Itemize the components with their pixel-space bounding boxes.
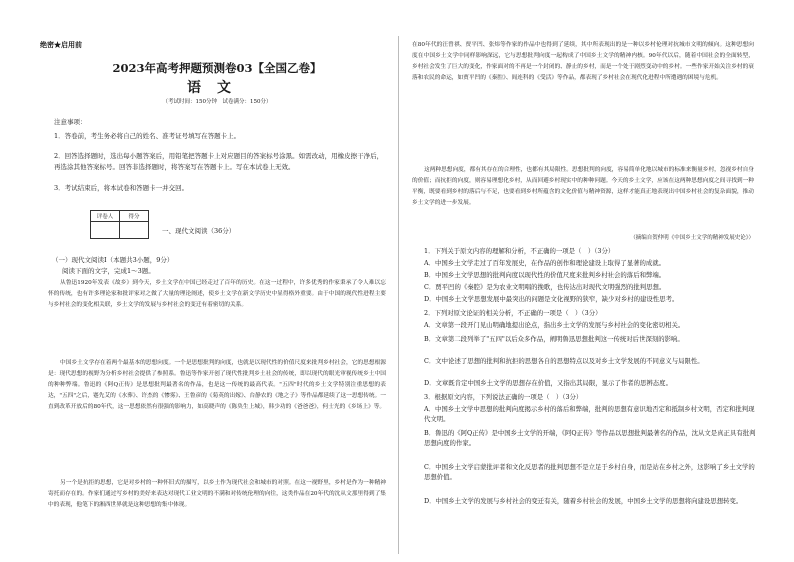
section-title: 一、现代文阅读（36分） <box>162 227 236 235</box>
exam-title: 2023年高考押题预测卷03【全国乙卷】 <box>112 61 322 75</box>
score-table-grader-label: 评卷人 <box>91 211 120 222</box>
column-divider <box>398 36 399 554</box>
exam-info: （考试时间：150分钟 试卷满分：150分） <box>162 99 272 105</box>
passage-paragraph-3: 另一个是抗拒的思想，它是对乡村的一种怀旧式的描写，以乡土作为现代社会和城市的对照。在这一视野里，乡村是作为一种精神寄托而存在的。作家们通过写乡村的美好来表达对现代工业文明的不满和对传统伦理的向往，这类作品在20年代的沈从文那里得到了集中的表现，他笔下的湘西世界就是这种思想的集中体现。 <box>48 480 386 508</box>
question-1-option-a: A．中国乡土文学走过了百年发展史，在作品的创作和理论建设上取得了显著的成就。 <box>424 259 666 267</box>
question-2-stem: 2．下列对原文论证的相关分析，不正确的一项是（ ）（3分） <box>424 309 602 317</box>
question-3-option-b: B．鲁迅的《阿Q正传》是中国乡土文学的开端，《阿Q正传》等作品以思想批判最著名的作品，沈从文是真正具有批判思想向度的作家。 <box>424 429 756 447</box>
question-2-option-d: D．文章既肯定中国乡土文学的思想存在价值，又指出其局限，显示了作者的思辨态度。 <box>424 379 672 387</box>
question-2-option-c: C．文中论述了思想的批判和抗拒的思想各自的思想特点以及对乡土文学发展的不同意义与局限性。 <box>424 357 704 365</box>
passage-paragraph-4: 在80年代的汪曾祺、贾平凹、张炜等作家的作品中也得到了延续，其中所表现出的是一种以乡村伦理对抗城市文明的倾向。这种思想向度在中国乡土文学中同样影响深远，它与思想批判向度一起构成了中国乡土文学的精神内核。90年代以后，随着中国社会的全面转型，乡村社会发生了巨大的变化，作家面对的不再是一个封闭的、静止的乡村，而是一个处于剧烈变动中的乡村。一些作家开始关注乡村的衰落和农民的命运，如贾平凹的《秦腔》、阎连科的《受活》等作品，都表现了乡村社会在现代化进程中所遭遇的困境与危机。 <box>412 42 754 81</box>
question-2-option-b: B．文章第二段列举了"五四"以后众多作品，阐明鲁迅思想批判这一传统对后世深刻的影响。 <box>424 335 684 343</box>
question-3-option-c: C．中国乡土文学启蒙批评者和文化反思者的批判思想不是立足于乡村自身，而是站在乡村之外，这影响了乡土文学的思想价值。 <box>424 463 755 481</box>
question-2-option-a: A．文章第一段开门见山明确地提出论点，指出乡土文学的发展与乡村社会的变化密切相关。 <box>424 321 685 329</box>
subsection-title: （一）现代文阅读Ⅰ（本题共3小题，9分） <box>52 256 174 264</box>
notice-item-1: 1．答卷前，考生务必将自己的姓名、准考证号填写在答题卡上。 <box>54 132 241 140</box>
question-1-option-d: D．中国乡土文学思想发展中最突出的问题是文化视野的狭窄，缺少对乡村的建设性思考。 <box>424 295 679 303</box>
question-1-stem: 1．下列关于原文内容的理解和分析，不正确的一项是（ ）（3分） <box>424 247 615 255</box>
passage-paragraph-5: 这两种思想向度，都有其存在的合理性，也都有其局限性。思想批判的向度，容易简单化地以城市的标准来衡量乡村，忽视乡村自身的价值；而抗拒的向度，则容易理想化乡村，从而回避乡村现实中的种种问题。今天的乡土文学，应该在这两种思想向度之间寻找到一种平衡，既要看到乡村的落后与不足，也要看到乡村所蕴含的文化价值与精神资源，这样才能真正地表现出中国乡村社会的复杂面貌，推动乡土文学的进一步发展。 <box>412 167 754 206</box>
passage-paragraph-1: 从鲁迅1920年发表《故乡》到今天，乡土文学在中国已经走过了百年的历史。在这一过程中，许多优秀的作家秉承了令人难以忘怀的传统，也有许多理论家和批评家对之做了大量的理论阐述，使乡土文学在新文学历史中显得格外重要。由于中国的现代性进程主要与乡村社会的变化相关联，乡土文学的发展与乡村社会的变迁有着密切的关系。 <box>48 280 386 308</box>
question-3-stem: 3．根据原文内容，下列说法正确的一项是（ ）（3分） <box>424 393 583 401</box>
question-3-option-a: A．中国乡土文学中思想的批判向度揭示乡村的落后和弊端，批判的思想有意识地否定和抵制乡村文明，否定和批判现代文明。 <box>424 405 755 423</box>
passage-paragraph-2: 中国乡土文学存在着两个最基本的思想向度。一个是思想批判的向度，也就是以现代性的价值尺度来批判乡村社会，它的思想根源是：现代思想的视野为分析乡村社会提供了参照系。鲁迅等作家开创了现代性批判乡土社会的传统，即以现代的眼光审视传统乡土中国的种种弊端。鲁迅的《阿Q正传》是思想批判最著名的作品，也是这一传统的最高代表。"五四"时代的乡土文学特别注重思想的表达，"五四"之后，蹇先艾的《水葬》、许杰的《惨雾》、王鲁彦的《菊英的出嫁》、台静农的《地之子》等作品都延续了这一思想传统。一直到改革开放后的80年代，这一思想依然有很强的影响力，如高晓声的《陈奂生上城》，韩少功的《爸爸爸》，何士光的《乡场上》等。 <box>48 360 386 410</box>
subject-title: 语文 <box>187 80 247 96</box>
passage-source: （摘编自贺仲明《中国乡土文学的精神发展史论》） <box>630 235 754 241</box>
question-1-option-c: C．贾平凹的《秦腔》是为农业文明唱的挽歌，也传达出对现代文明强烈的批判思想。 <box>424 283 666 291</box>
secret-mark: 绝密★启用前 <box>40 40 82 49</box>
score-table-grader-cell <box>91 222 120 239</box>
notice-title: 注意事项： <box>54 118 87 126</box>
score-table-score-cell <box>120 222 149 239</box>
reading-instruction: 阅读下面的文字，完成1～3题。 <box>62 267 155 275</box>
question-3-option-d: D．中国乡土文学的发展与乡村社会的变迁有关，随着乡村社会的发展，中国乡土文学的思想将向建设思想转变。 <box>424 497 743 505</box>
question-1-option-b: B．中国乡土文学思想的批判向度以现代性的价值尺度来批判乡村社会的落后和弊端。 <box>424 271 666 279</box>
notice-item-2: 2．回答选择题时，选出每小题答案后，用铅笔把答题卡上对应题目的答案标号涂黑。如需改动，用橡皮擦干净后，再选涂其他答案标号。回答非选择题时，将答案写在答题卡上。写在本试卷上无效。 <box>54 152 384 171</box>
score-table-score-label: 得分 <box>120 211 149 222</box>
notice-item-3: 3．考试结束后，将本试卷和答题卡一并交回。 <box>54 184 189 192</box>
score-table <box>90 210 149 239</box>
